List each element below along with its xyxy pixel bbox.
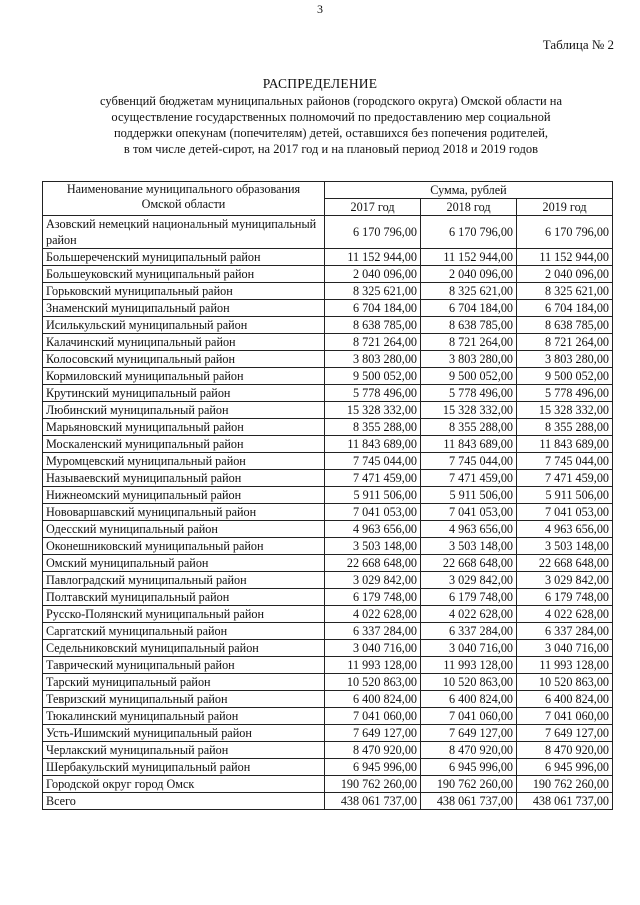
row-name: Москаленский муниципальный район bbox=[43, 436, 325, 453]
row-value: 7 471 459,00 bbox=[421, 470, 517, 487]
row-name: Саргатский муниципальный район bbox=[43, 623, 325, 640]
table-row bbox=[43, 334, 613, 351]
table-body bbox=[43, 216, 613, 810]
table-row bbox=[43, 776, 613, 793]
table-row bbox=[43, 249, 613, 266]
table-row bbox=[43, 640, 613, 657]
row-value: 7 041 053,00 bbox=[325, 504, 421, 521]
row-value: 6 337 284,00 bbox=[517, 623, 613, 640]
row-name: Черлакский муниципальный район bbox=[43, 742, 325, 759]
row-name: Калачинский муниципальный район bbox=[43, 334, 325, 351]
header-year-2017: 2017 год bbox=[325, 199, 421, 216]
distribution-table bbox=[42, 181, 613, 810]
row-value: 15 328 332,00 bbox=[517, 402, 613, 419]
table-row bbox=[43, 300, 613, 317]
row-value: 15 328 332,00 bbox=[325, 402, 421, 419]
row-value: 8 325 621,00 bbox=[421, 283, 517, 300]
row-value: 6 704 184,00 bbox=[325, 300, 421, 317]
row-value: 8 355 288,00 bbox=[421, 419, 517, 436]
row-value: 4 022 628,00 bbox=[325, 606, 421, 623]
row-value: 4 022 628,00 bbox=[421, 606, 517, 623]
table-row bbox=[43, 266, 613, 283]
row-value: 6 170 796,00 bbox=[421, 216, 517, 249]
row-name: Крутинский муниципальный район bbox=[43, 385, 325, 402]
row-value: 6 945 996,00 bbox=[325, 759, 421, 776]
row-value: 3 040 716,00 bbox=[517, 640, 613, 657]
table-row bbox=[43, 283, 613, 300]
table-row bbox=[43, 385, 613, 402]
row-value: 8 355 288,00 bbox=[517, 419, 613, 436]
row-value: 10 520 863,00 bbox=[421, 674, 517, 691]
row-name: Омский муниципальный район bbox=[43, 555, 325, 572]
table-row bbox=[43, 555, 613, 572]
row-name: Русско-Полянский муниципальный район bbox=[43, 606, 325, 623]
row-value: 7 041 053,00 bbox=[421, 504, 517, 521]
row-value: 7 649 127,00 bbox=[325, 725, 421, 742]
table-row bbox=[43, 742, 613, 759]
table-row bbox=[43, 436, 613, 453]
header-year-2019: 2019 год bbox=[517, 199, 613, 216]
row-name: Большереченский муниципальный район bbox=[43, 249, 325, 266]
row-value: 438 061 737,00 bbox=[325, 793, 421, 810]
subtitle-line: поддержки опекунам (попечителям) детей, оставшихся без попечения родителей, bbox=[113, 126, 549, 140]
row-value: 6 400 824,00 bbox=[325, 691, 421, 708]
row-value: 7 745 044,00 bbox=[325, 453, 421, 470]
table-row bbox=[43, 402, 613, 419]
row-name: Исилькульский муниципальный район bbox=[43, 317, 325, 334]
row-value: 6 170 796,00 bbox=[325, 216, 421, 249]
row-value: 438 061 737,00 bbox=[517, 793, 613, 810]
table-row bbox=[43, 606, 613, 623]
row-value: 8 470 920,00 bbox=[421, 742, 517, 759]
row-value: 7 745 044,00 bbox=[517, 453, 613, 470]
row-value: 5 911 506,00 bbox=[517, 487, 613, 504]
row-value: 11 152 944,00 bbox=[517, 249, 613, 266]
row-value: 10 520 863,00 bbox=[517, 674, 613, 691]
row-name: Марьяновский муниципальный район bbox=[43, 419, 325, 436]
header-sum: Сумма, рублей bbox=[325, 182, 613, 199]
row-value: 8 721 264,00 bbox=[517, 334, 613, 351]
row-value: 22 668 648,00 bbox=[325, 555, 421, 572]
row-name: Азовский немецкий национальный муниципальный район bbox=[43, 216, 325, 249]
table-row bbox=[43, 538, 613, 555]
row-value: 6 337 284,00 bbox=[325, 623, 421, 640]
row-name: Знаменский муниципальный район bbox=[43, 300, 325, 317]
row-value: 7 471 459,00 bbox=[517, 470, 613, 487]
row-name: Городской округ город Омск bbox=[43, 776, 325, 793]
row-value: 4 963 656,00 bbox=[517, 521, 613, 538]
table-row bbox=[43, 674, 613, 691]
row-value: 2 040 096,00 bbox=[325, 266, 421, 283]
row-name: Нижнеомский муниципальный район bbox=[43, 487, 325, 504]
row-value: 11 993 128,00 bbox=[517, 657, 613, 674]
row-name: Седельниковский муниципальный район bbox=[43, 640, 325, 657]
row-value: 3 503 148,00 bbox=[325, 538, 421, 555]
page-number: 3 bbox=[317, 2, 323, 16]
table-row bbox=[43, 487, 613, 504]
table-row bbox=[43, 368, 613, 385]
row-value: 8 721 264,00 bbox=[325, 334, 421, 351]
row-value: 9 500 052,00 bbox=[325, 368, 421, 385]
row-name: Шербакульский муниципальный район bbox=[43, 759, 325, 776]
subtitle-line: осуществление государственных полномочий по предоставлению мер социальной bbox=[111, 110, 551, 124]
row-value: 4 963 656,00 bbox=[421, 521, 517, 538]
row-value: 190 762 260,00 bbox=[325, 776, 421, 793]
row-value: 6 704 184,00 bbox=[421, 300, 517, 317]
header-year-2018: 2018 год bbox=[421, 199, 517, 216]
row-value: 6 179 748,00 bbox=[421, 589, 517, 606]
table-row bbox=[43, 351, 613, 368]
row-value: 8 638 785,00 bbox=[325, 317, 421, 334]
row-value: 9 500 052,00 bbox=[421, 368, 517, 385]
row-value: 3 029 842,00 bbox=[325, 572, 421, 589]
row-value: 3 040 716,00 bbox=[421, 640, 517, 657]
row-value: 5 911 506,00 bbox=[325, 487, 421, 504]
table-row bbox=[43, 216, 613, 249]
row-value: 3 803 280,00 bbox=[325, 351, 421, 368]
row-value: 7 745 044,00 bbox=[421, 453, 517, 470]
row-name: Одесский муниципальный район bbox=[43, 521, 325, 538]
row-value: 8 325 621,00 bbox=[325, 283, 421, 300]
row-value: 7 041 060,00 bbox=[325, 708, 421, 725]
document-subtitle bbox=[90, 93, 572, 157]
row-value: 7 649 127,00 bbox=[517, 725, 613, 742]
table-row bbox=[43, 521, 613, 538]
row-value: 3 029 842,00 bbox=[421, 572, 517, 589]
row-value: 3 040 716,00 bbox=[325, 640, 421, 657]
row-value: 6 400 824,00 bbox=[517, 691, 613, 708]
table-row bbox=[43, 453, 613, 470]
row-value: 6 945 996,00 bbox=[517, 759, 613, 776]
row-value: 7 471 459,00 bbox=[325, 470, 421, 487]
row-name: Кормиловский муниципальный район bbox=[43, 368, 325, 385]
row-value: 5 911 506,00 bbox=[421, 487, 517, 504]
row-value: 2 040 096,00 bbox=[421, 266, 517, 283]
table-row bbox=[43, 504, 613, 521]
row-value: 7 041 060,00 bbox=[421, 708, 517, 725]
row-value: 15 328 332,00 bbox=[421, 402, 517, 419]
row-value: 190 762 260,00 bbox=[421, 776, 517, 793]
row-name: Любинский муниципальный район bbox=[43, 402, 325, 419]
row-value: 11 152 944,00 bbox=[325, 249, 421, 266]
row-value: 6 704 184,00 bbox=[517, 300, 613, 317]
row-value: 3 803 280,00 bbox=[421, 351, 517, 368]
table-row bbox=[43, 759, 613, 776]
row-value: 8 721 264,00 bbox=[421, 334, 517, 351]
row-value: 11 843 689,00 bbox=[325, 436, 421, 453]
row-value: 7 041 053,00 bbox=[517, 504, 613, 521]
table-row bbox=[43, 725, 613, 742]
subtitle-line: в том числе детей-сирот, на 2017 год и на плановый период 2018 и 2019 годов bbox=[123, 142, 539, 156]
table-label: Таблица № 2 bbox=[542, 37, 614, 52]
row-value: 8 470 920,00 bbox=[517, 742, 613, 759]
row-value: 8 470 920,00 bbox=[325, 742, 421, 759]
row-value: 190 762 260,00 bbox=[517, 776, 613, 793]
row-name: Горьковский муниципальный район bbox=[43, 283, 325, 300]
row-value: 3 029 842,00 bbox=[517, 572, 613, 589]
row-value: 11 993 128,00 bbox=[325, 657, 421, 674]
table-row bbox=[43, 657, 613, 674]
row-value: 11 843 689,00 bbox=[421, 436, 517, 453]
table-row bbox=[43, 572, 613, 589]
row-value: 8 638 785,00 bbox=[421, 317, 517, 334]
row-value: 7 649 127,00 bbox=[421, 725, 517, 742]
row-value: 22 668 648,00 bbox=[517, 555, 613, 572]
table-row bbox=[43, 589, 613, 606]
row-value: 4 963 656,00 bbox=[325, 521, 421, 538]
header-name: Наименование муниципального образования Омской области bbox=[43, 182, 325, 216]
table-row bbox=[43, 708, 613, 725]
row-value: 11 993 128,00 bbox=[421, 657, 517, 674]
row-value: 11 843 689,00 bbox=[517, 436, 613, 453]
row-name: Тарский муниципальный район bbox=[43, 674, 325, 691]
row-value: 3 803 280,00 bbox=[517, 351, 613, 368]
row-value: 11 152 944,00 bbox=[421, 249, 517, 266]
row-name: Колосовский муниципальный район bbox=[43, 351, 325, 368]
table-row bbox=[43, 793, 613, 810]
row-name: Большеуковский муниципальный район bbox=[43, 266, 325, 283]
row-value: 22 668 648,00 bbox=[421, 555, 517, 572]
row-value: 4 022 628,00 bbox=[517, 606, 613, 623]
row-value: 7 041 060,00 bbox=[517, 708, 613, 725]
row-value: 8 638 785,00 bbox=[517, 317, 613, 334]
row-value: 6 170 796,00 bbox=[517, 216, 613, 249]
row-value: 3 503 148,00 bbox=[517, 538, 613, 555]
row-name: Муромцевский муниципальный район bbox=[43, 453, 325, 470]
table-row bbox=[43, 317, 613, 334]
table-row bbox=[43, 419, 613, 436]
row-value: 6 400 824,00 bbox=[421, 691, 517, 708]
row-value: 8 355 288,00 bbox=[325, 419, 421, 436]
row-value: 6 945 996,00 bbox=[421, 759, 517, 776]
row-value: 2 040 096,00 bbox=[517, 266, 613, 283]
row-value: 438 061 737,00 bbox=[421, 793, 517, 810]
row-name: Называевский муниципальный район bbox=[43, 470, 325, 487]
row-name: Тюкалинский муниципальный район bbox=[43, 708, 325, 725]
row-name: Нововаршавский муниципальный район bbox=[43, 504, 325, 521]
row-name: Тевризский муниципальный район bbox=[43, 691, 325, 708]
row-value: 6 337 284,00 bbox=[421, 623, 517, 640]
row-value: 5 778 496,00 bbox=[325, 385, 421, 402]
row-name: Павлоградский муниципальный район bbox=[43, 572, 325, 589]
row-name: Полтавский муниципальный район bbox=[43, 589, 325, 606]
row-value: 9 500 052,00 bbox=[517, 368, 613, 385]
row-value: 8 325 621,00 bbox=[517, 283, 613, 300]
row-value: 10 520 863,00 bbox=[325, 674, 421, 691]
row-value: 3 503 148,00 bbox=[421, 538, 517, 555]
row-name: Таврический муниципальный район bbox=[43, 657, 325, 674]
row-value: 5 778 496,00 bbox=[517, 385, 613, 402]
subtitle-line: субвенций бюджетам муниципальных районов (городского округа) Омской области на bbox=[99, 94, 562, 108]
table-row bbox=[43, 623, 613, 640]
row-value: 5 778 496,00 bbox=[421, 385, 517, 402]
row-value: 6 179 748,00 bbox=[517, 589, 613, 606]
row-value: 6 179 748,00 bbox=[325, 589, 421, 606]
row-name: Оконешниковский муниципальный район bbox=[43, 538, 325, 555]
table-row bbox=[43, 470, 613, 487]
table-row bbox=[43, 691, 613, 708]
document-title: РАСПРЕДЕЛЕНИЕ bbox=[262, 76, 378, 91]
row-name: Усть-Ишимский муниципальный район bbox=[43, 725, 325, 742]
row-name: Всего bbox=[43, 793, 325, 810]
